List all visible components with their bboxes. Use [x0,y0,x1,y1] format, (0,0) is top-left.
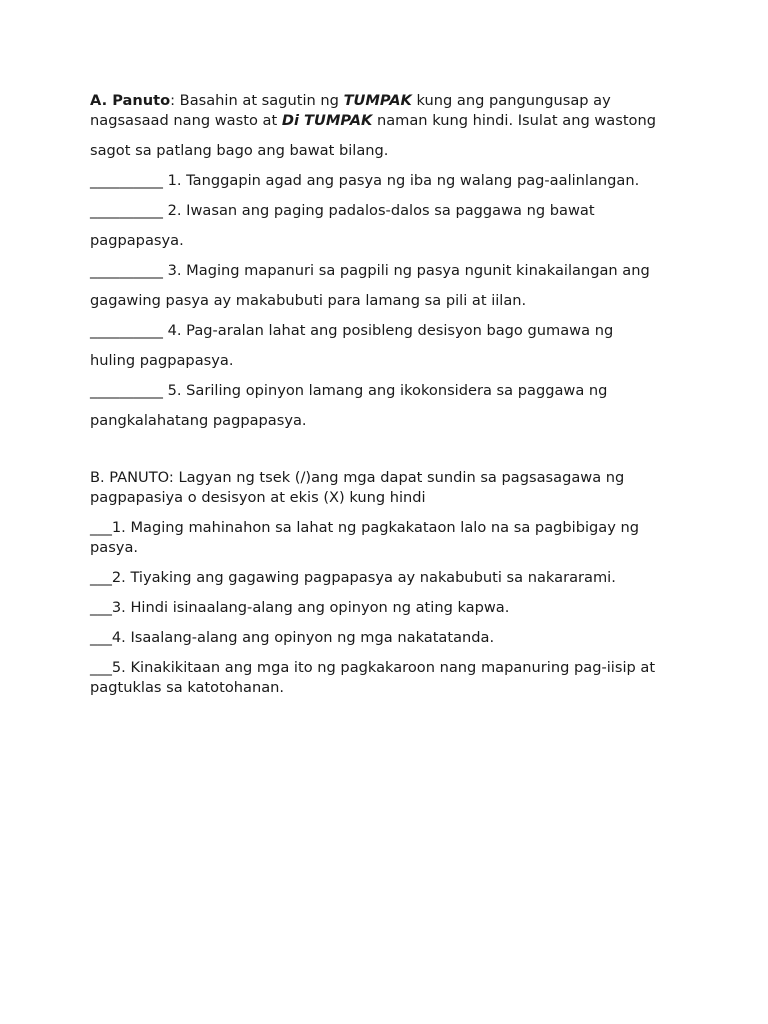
section-b-item-5: ___5. Kinakikitaan ang mga ito ng pagkakaroon nang mapanuring pag-iisip at pagtuklas sa katotohanan. [90,659,656,696]
section-b-item-4: ___4. Isaalang-alang ang opinyon ng mga nakatatanda. [90,629,495,646]
answer-blank[interactable]: __________ [90,172,163,189]
section-a-label: A. Panuto [90,92,171,109]
section-b-item-1: ___1. Maging mahinahon sa lahat ng pagkakataon lalo na sa pagbibigay ng pasya. [90,519,640,556]
answer-blank[interactable]: __________ [90,262,163,279]
section-a-item-2: __________ 2. Iwasan ang paging padalos-dalos sa paggawa ng bawat [90,202,595,219]
section-a-item-3: __________ 3. Maging mapanuri sa pagpili ng pasya ngunit kinakailangan ang [90,262,650,279]
section-a-item-1: __________ 1. Tanggapin agad ang pasya ng iba ng walang pag-aalinlangan. [90,172,640,189]
section-b-instructions: B. PANUTO: Lagyan ng tsek (/)ang mga dapat sundin sa pagsasagawa ng pagpapasiya o desisyon at ekis (X) kung hindi [90,469,625,506]
tumpak-term: TUMPAK [343,92,412,109]
section-b-item-3: ___3. Hindi isinaalang-alang ang opinyon ng ating kapwa. [90,599,510,616]
section-a-item-4: __________ 4. Pag-aralan lahat ang posibleng desisyon bago gumawa ng [90,322,614,339]
section-a-instructions: A. Panuto: Basahin at sagutin ng TUMPAK kung ang pangungusap ay nagsasaad nang wasto at Di TUMPAK naman kung hindi. Isulat ang wastong sagot sa patlang bago ang bawat bilang. [90,92,656,159]
section-a-item-5: __________ 5. Sariling opinyon lamang ang ikokonsidera sa paggawa ng [90,382,608,399]
document-page: A. Panuto: Basahin at sagutin ng TUMPAK kung ang pangungusap ay nagsasaad nang wasto at Di TUMPAK naman kung hindi. Isulat ang wastong sagot sa patlang bago ang bawat bilang. __________ 1. Tanggapin agad ang pasya ng iba ng walang pag-aalinlangan. __________ 2. Iwasan ang paging padalos-dalos sa paggawa ng bawat pagpapasya. __________ 3. Maging mapanuri sa pagpili ng pasya ngunit kinakailangan ang gagawing pasya ay makabubuti para lamang sa pili at iilan. __________ 4. Pag-aralan lahat ang posibleng desisyon bago gumawa ng huling pagpapasya. __________ 5. Sariling opinyon lamang ang ikokonsidera sa paggawa ng pangkalahatang pagpapasya. B. PANUTO: Lagyan ng tsek (/)ang mga dapat sundin sa pagsasagawa ng pagpapasiya o desisyon at ekis (X) kung hindi ___1. Maging mahinahon sa lahat ng pagkakataon lalo na sa pagbibigay ng pasya. ___2. Tiyaking ang gagawing pagpapasya ay nakabubuti sa nakararami. ___3. Hindi isinaalang-alang ang opinyon ng ating kapwa. ___4. Isaalang-alang ang opinyon ng mga nakatatanda. ___5. Kinakikitaan ang mga ito ng pagkakaroon nang mapanuring pag-iisip at pagtuklas sa katotohanan. [90,91,690,698]
section-b-item-2: ___2. Tiyaking ang gagawing pagpapasya ay nakabubuti sa nakararami. [90,569,616,586]
di-tumpak-term: Di TUMPAK [281,112,373,129]
answer-blank[interactable]: __________ [90,202,163,219]
answer-blank[interactable]: __________ [90,382,163,399]
answer-blank[interactable]: __________ [90,322,163,339]
